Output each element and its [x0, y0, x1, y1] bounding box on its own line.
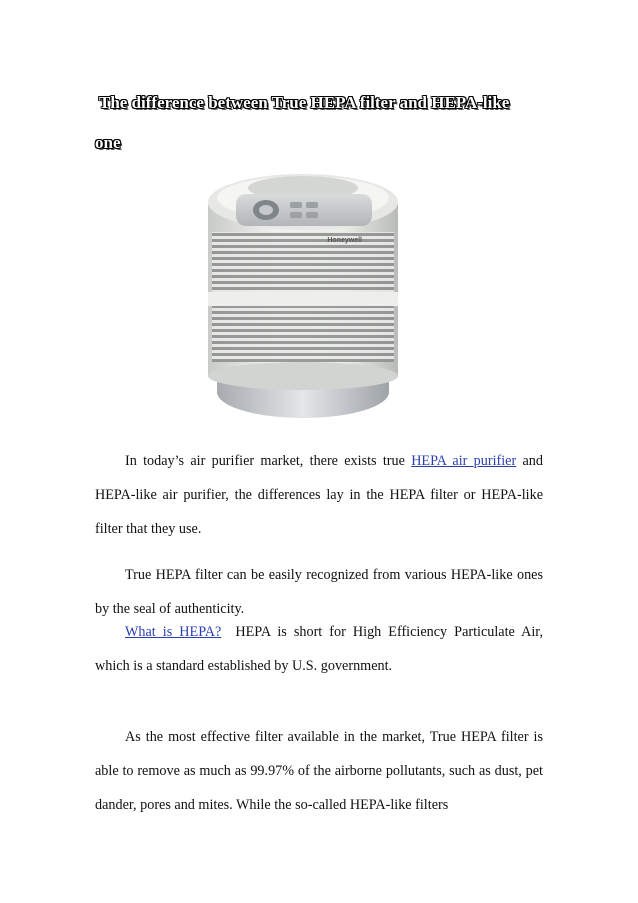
document-title [95, 86, 565, 160]
hepa-air-purifier-link[interactable]: HEPA air purifier [411, 453, 517, 469]
what-is-hepa-link[interactable]: What is HEPA? [125, 624, 222, 640]
paragraph-2-text: True HEPA filter can be easily recognized from various HEPA-like ones by the seal of authenticity. [95, 567, 543, 617]
paragraph-4-text: As the most effective filter available in the market, True HEPA filter is able to remove as much as 99.97% of the airborne pollutants, such as dust, pet dander, pores and mites. While the so-called HEPA-like filters [95, 729, 543, 813]
paragraph-3 [95, 615, 543, 683]
paragraph-1-text-a: In today’s air purifier market, there exists true [125, 453, 412, 469]
paragraph-4 [95, 720, 543, 822]
title-line-2: one [95, 133, 121, 152]
air-purifier-illustration [196, 166, 410, 424]
brand-label: Honeywell [327, 237, 362, 244]
air-purifier-image [196, 166, 410, 424]
paragraph-3-text: HEPA is short for High Efficiency Particulate Air, which is a standard established by U.S. government. [95, 624, 544, 674]
paragraph-1 [95, 444, 543, 546]
paragraph-1-text-b: and HEPA-like air purifier, the differences lay in the HEPA filter or HEPA-like filter that they use. [95, 453, 543, 537]
title-line-1: The difference between True HEPA filter and HEPA-like [99, 93, 510, 112]
